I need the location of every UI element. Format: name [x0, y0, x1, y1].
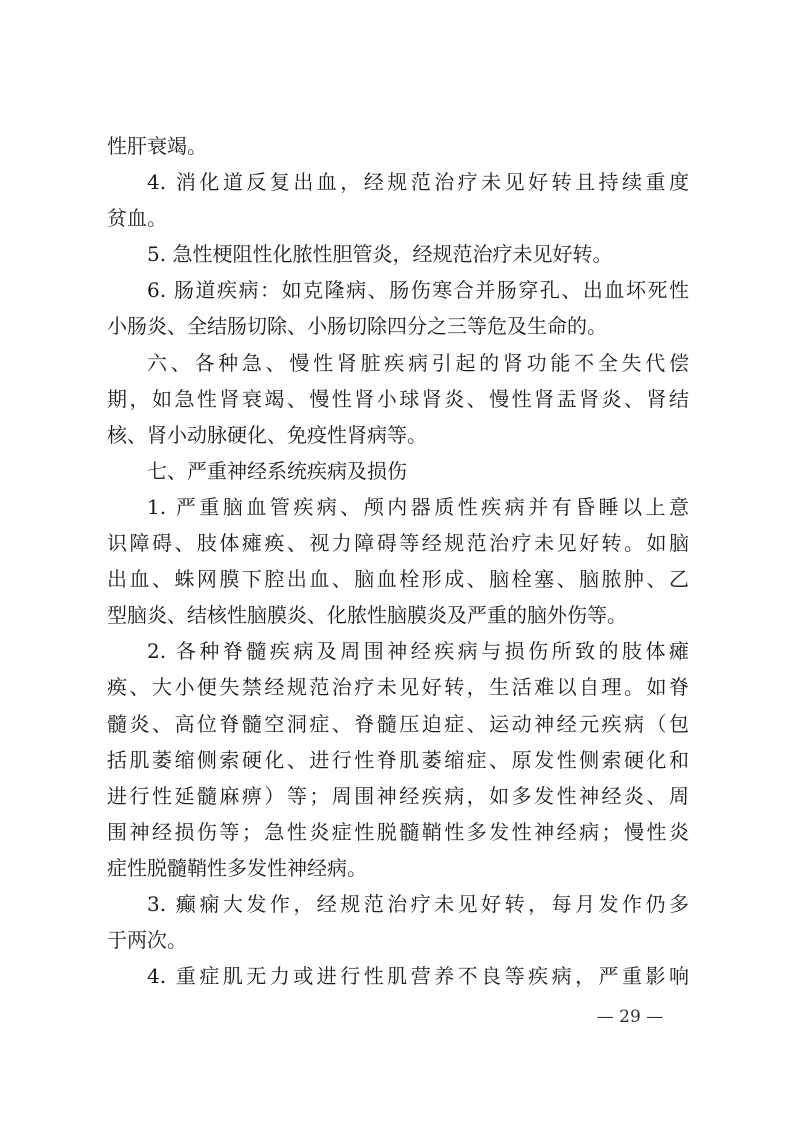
text-line: 进行性延髓麻痹）等；周围神经疾病，如多发性神经炎、周	[107, 783, 689, 808]
text-line: 期，如急性肾衰竭、慢性肾小球肾炎、慢性肾盂肾炎、肾结	[107, 386, 689, 411]
text-line: 2. 各种脊髓疾病及周围神经疾病与损伤所致的肢体瘫	[147, 639, 689, 664]
text-line: 括肌萎缩侧索硬化、进行性脊肌萎缩症、原发性侧索硬化和	[107, 747, 689, 772]
text-line: 识障碍、肢体瘫痪、视力障碍等经规范治疗未见好转。如脑	[107, 531, 689, 556]
text-line: 七、严重神经系统疾病及损伤	[147, 458, 407, 483]
text-line: 型脑炎、结核性脑膜炎、化脓性脑膜炎及严重的脑外伤等。	[107, 603, 627, 628]
text-line: 症性脱髓鞘性多发性神经病。	[107, 855, 367, 880]
text-line: 4. 重症肌无力或进行性肌营养不良等疾病，严重影响	[147, 964, 689, 989]
text-line: 1. 严重脑血管疾病、颅内器质性疾病并有昏睡以上意	[147, 494, 689, 519]
text-line: 髓炎、高位脊髓空洞症、脊髓压迫症、运动神经元疾病（包	[107, 711, 689, 736]
document-body	[107, 128, 689, 994]
text-line: 六、各种急、慢性肾脏疾病引起的肾功能不全失代偿	[147, 350, 689, 375]
text-line: 贫血。	[107, 206, 167, 231]
text-line: 出血、蛛网膜下腔出血、脑血栓形成、脑栓塞、脑脓肿、乙	[107, 567, 689, 592]
text-line: 痪、大小便失禁经规范治疗未见好转，生活难以自理。如脊	[107, 675, 689, 700]
text-line: 于两次。	[107, 928, 187, 953]
text-line: 5. 急性梗阻性化脓性胆管炎，经规范治疗未见好转。	[147, 242, 613, 267]
text-line: 6. 肠道疾病：如克隆病、肠伤寒合并肠穿孔、出血坏死性	[147, 278, 689, 303]
text-line: 4. 消化道反复出血，经规范治疗未见好转且持续重度	[147, 170, 689, 195]
text-line: 围神经损伤等；急性炎症性脱髓鞘性多发性神经病；慢性炎	[107, 819, 689, 844]
page-number: — 29 —	[596, 1007, 664, 1027]
text-line: 性肝衰竭。	[107, 134, 207, 158]
text-line: 3. 癫痫大发作，经规范治疗未见好转，每月发作仍多	[147, 891, 689, 916]
text-line: 小肠炎、全结肠切除、小肠切除四分之三等危及生命的。	[107, 314, 607, 339]
text-line: 核、肾小动脉硬化、免疫性肾病等。	[107, 422, 427, 447]
